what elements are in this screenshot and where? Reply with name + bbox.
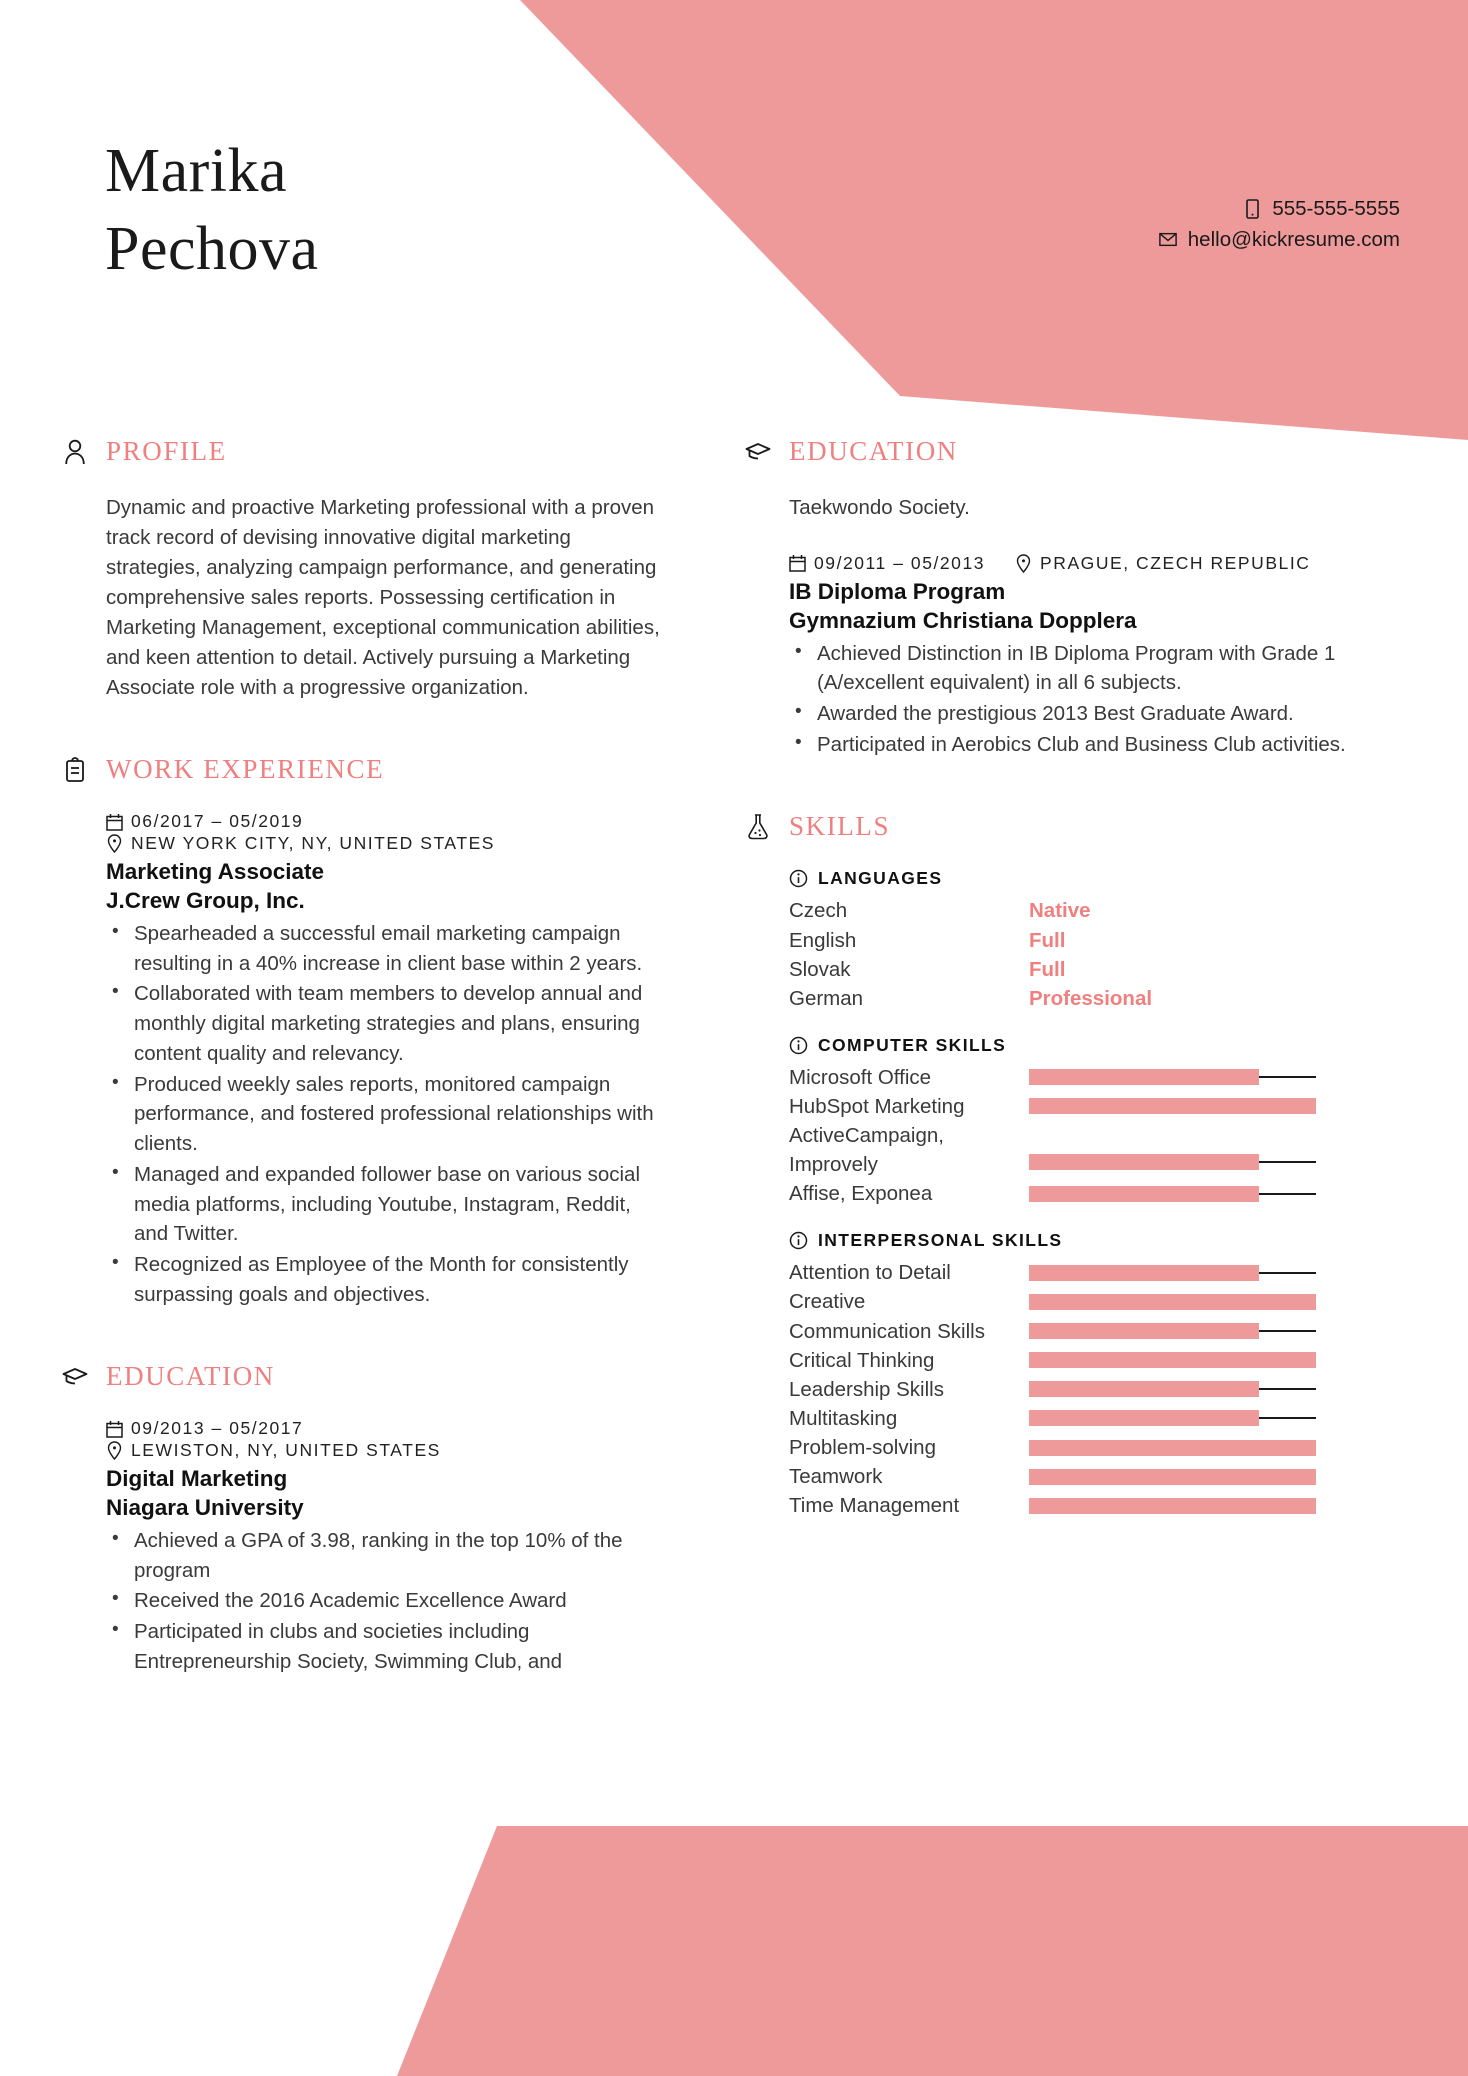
phone-icon xyxy=(1243,199,1261,219)
skill-bar-fill xyxy=(1029,1469,1316,1485)
education-dates: 09/2013 – 05/2017 xyxy=(131,1418,304,1439)
resume-header xyxy=(0,0,1468,440)
skill-bar xyxy=(1029,1289,1316,1315)
skill-bar-fill xyxy=(1029,1410,1259,1426)
education-bullet-list xyxy=(106,1526,662,1677)
work-bullet-list xyxy=(106,919,662,1309)
skill-bar xyxy=(1029,1405,1316,1431)
work-experience-heading xyxy=(62,754,662,785)
list-item: • Managed and expanded follower base on various social media platforms, including Youtube, Instagram, Reddit, and Twitter. xyxy=(106,1160,662,1249)
computer-skills-label: COMPUTER SKILLS xyxy=(818,1034,1007,1055)
candidate-name xyxy=(105,132,319,288)
list-item xyxy=(789,926,1385,955)
language-name: English xyxy=(789,928,857,952)
info-icon xyxy=(789,869,808,888)
work-location-row xyxy=(106,833,662,854)
skills-section xyxy=(745,811,1385,1520)
work-dates-row xyxy=(106,811,662,832)
list-item xyxy=(789,984,1385,1013)
skill-bar xyxy=(1029,1376,1316,1402)
graduation-cap-icon xyxy=(62,1364,88,1390)
skill-name: Teamwork xyxy=(789,1465,883,1489)
language-level: Full xyxy=(1029,928,1066,952)
list-item: • Participated in clubs and societies including Entrepreneurship Society, Swimming Club, and xyxy=(106,1617,662,1676)
contact-email-row xyxy=(1159,224,1400,255)
spacer xyxy=(745,763,1385,811)
language-name: German xyxy=(789,986,864,1010)
skills-group-interpersonal xyxy=(789,1230,1385,1520)
skill-bar-fill xyxy=(1029,1069,1259,1085)
list-item xyxy=(789,1063,1385,1092)
skill-bar-fill xyxy=(1029,1498,1316,1514)
work-experience-section xyxy=(62,754,662,1309)
education-dates: 09/2011 – 05/2013 xyxy=(814,552,986,573)
left-column xyxy=(62,436,662,1681)
skill-name: Leadership Skills xyxy=(789,1377,944,1401)
first-name: Marika xyxy=(105,137,288,205)
info-icon xyxy=(789,1036,808,1055)
list-item xyxy=(789,1346,1385,1375)
skill-name: Problem-solving xyxy=(789,1436,936,1460)
skill-name: Affise, Exponea xyxy=(789,1182,933,1206)
list-item: • Recognized as Employee of the Month for consistently surpassing goals and objectives. xyxy=(106,1250,662,1309)
list-item xyxy=(789,1462,1385,1491)
list-item xyxy=(789,1433,1385,1462)
education-location-row xyxy=(106,1440,662,1461)
list-item xyxy=(789,1287,1385,1316)
education-body-left xyxy=(62,1418,662,1676)
skill-bar-fill xyxy=(1029,1265,1259,1281)
work-experience-body xyxy=(62,811,662,1309)
skill-bar-fill xyxy=(1029,1440,1316,1456)
list-item: • Achieved a GPA of 3.98, ranking in the top 10% of the program xyxy=(106,1526,662,1585)
skill-name: Attention to Detail xyxy=(789,1261,951,1285)
list-item xyxy=(789,1491,1385,1520)
list-item: • Collaborated with team members to develop annual and monthly digital marketing strategies and plans, ensuring content quality and relevancy. xyxy=(106,979,662,1068)
education-body-right xyxy=(745,493,1385,759)
skills-group-computer xyxy=(789,1035,1385,1209)
education-heading-left xyxy=(62,1361,662,1392)
list-item xyxy=(789,1121,1385,1179)
list-item xyxy=(789,955,1385,984)
interpersonal-skills-subheading xyxy=(789,1230,1385,1251)
skill-bar xyxy=(1029,1260,1316,1286)
education-entry xyxy=(106,1418,662,1676)
profile-text: Dynamic and proactive Marketing professional with a proven track record of devising innovative digital marketing strategies, analyzing campaign performance, and generating comprehensive sales reports. Possessing certification in Marketing Management, exceptional communication abilities, and keen attention to detail. Actively pursuing a Marketing Associate role with a progressive organization. xyxy=(106,496,660,699)
spacer xyxy=(789,1208,1385,1230)
calendar-icon xyxy=(106,813,123,831)
spacer xyxy=(62,706,662,754)
languages-subheading xyxy=(789,868,1385,889)
education-title-left: EDUCATION xyxy=(106,1361,275,1392)
work-location: NEW YORK CITY, NY, UNITED STATES xyxy=(131,833,496,854)
skills-group-languages xyxy=(789,868,1385,1012)
education-dates-row xyxy=(106,1418,662,1439)
person-icon xyxy=(62,439,88,465)
spacer xyxy=(789,523,1385,553)
email-address[interactable]: hello@kickresume.com xyxy=(1187,228,1400,252)
work-company: J.Crew Group, Inc. xyxy=(106,888,305,914)
list-item xyxy=(789,1092,1385,1121)
list-item xyxy=(789,896,1385,925)
info-icon xyxy=(789,1231,808,1250)
skill-bar xyxy=(1029,1493,1316,1519)
language-level: Professional xyxy=(1029,986,1153,1010)
list-item xyxy=(789,1258,1385,1287)
graduation-cap-icon xyxy=(745,439,771,465)
location-pin-icon xyxy=(106,1441,123,1460)
education-heading-right xyxy=(745,436,1385,467)
education-location: PRAGUE, CZECH REPUBLIC xyxy=(1040,552,1311,573)
list-item: • Awarded the prestigious 2013 Best Graduate Award. xyxy=(789,699,1385,729)
skill-bar-fill xyxy=(1029,1186,1259,1202)
phone-number[interactable]: 555-555-5555 xyxy=(1272,197,1400,220)
language-level: Native xyxy=(1029,899,1091,923)
skill-bar xyxy=(1029,1347,1316,1373)
education-school: Niagara University xyxy=(106,1495,304,1521)
work-position: Marketing Associate xyxy=(106,859,324,885)
education-continuation-text: Taekwondo Society. xyxy=(789,496,970,519)
skill-bar-fill xyxy=(1029,1098,1316,1114)
envelope-icon xyxy=(1159,232,1177,247)
skills-title: SKILLS xyxy=(789,811,891,842)
language-name: Czech xyxy=(789,899,848,923)
contact-phone-row xyxy=(1159,193,1400,224)
skills-heading xyxy=(745,811,1385,842)
skill-name: ActiveCampaign, Improvely xyxy=(789,1124,944,1177)
skill-bar xyxy=(1029,1318,1316,1344)
list-item xyxy=(789,1375,1385,1404)
profile-heading xyxy=(62,436,662,467)
list-item xyxy=(789,1404,1385,1433)
skill-bar xyxy=(1029,1181,1316,1207)
calendar-icon xyxy=(789,554,806,572)
language-name: Slovak xyxy=(789,957,851,981)
profile-section xyxy=(62,436,662,702)
list-item xyxy=(789,1179,1385,1208)
calendar-icon xyxy=(106,1420,123,1438)
skill-name: Time Management xyxy=(789,1494,960,1518)
list-item xyxy=(789,1317,1385,1346)
skill-bar-fill xyxy=(1029,1323,1259,1339)
education-section-left xyxy=(62,1361,662,1676)
location-pin-icon xyxy=(1015,554,1032,573)
flask-icon xyxy=(745,814,771,840)
list-item: • Participated in Aerobics Club and Business Club activities. xyxy=(789,730,1385,760)
skill-bar xyxy=(1029,1149,1316,1175)
skill-bar-fill xyxy=(1029,1381,1259,1397)
education-school: Gymnazium Christiana Dopplera xyxy=(789,607,1137,633)
list-item: • Received the 2016 Academic Excellence Award xyxy=(106,1586,662,1616)
skill-bar xyxy=(1029,1435,1316,1461)
skill-name: HubSpot Marketing xyxy=(789,1094,965,1118)
education-bullet-list xyxy=(789,639,1385,760)
spacer xyxy=(62,1313,662,1361)
contact-info xyxy=(1159,193,1400,255)
education-meta-row xyxy=(789,553,1385,574)
right-column xyxy=(745,436,1385,1524)
skill-bar-fill xyxy=(1029,1294,1316,1310)
skill-bar-fill xyxy=(1029,1154,1259,1170)
interpersonal-skills-label: INTERPERSONAL SKILLS xyxy=(818,1230,1063,1251)
list-item: • Achieved Distinction in IB Diploma Program with Grade 1 (A/excellent equivalent) in all 6 subjects. xyxy=(789,639,1385,698)
education-section-right xyxy=(745,436,1385,759)
skill-name: Communication Skills xyxy=(789,1319,985,1343)
briefcase-icon xyxy=(62,757,88,783)
spacer xyxy=(789,1013,1385,1035)
work-entry xyxy=(106,811,662,1309)
education-entry xyxy=(789,553,1385,759)
skills-body xyxy=(745,868,1385,1520)
education-program: Digital Marketing xyxy=(106,1466,288,1492)
location-pin-icon xyxy=(106,834,123,853)
last-name: Pechova xyxy=(105,215,319,284)
skill-bar xyxy=(1029,1464,1316,1490)
language-level: Full xyxy=(1029,957,1066,981)
languages-label: LANGUAGES xyxy=(818,868,943,889)
profile-body xyxy=(62,493,662,702)
list-item: • Spearheaded a successful email marketing campaign resulting in a 40% increase in client base within 2 years. xyxy=(106,919,662,978)
education-title-right: EDUCATION xyxy=(789,436,958,466)
skill-bar xyxy=(1029,1064,1316,1090)
skill-bar xyxy=(1029,1093,1316,1119)
skill-name: Microsoft Office xyxy=(789,1065,932,1089)
skill-name: Multitasking xyxy=(789,1406,898,1430)
skill-name: Critical Thinking xyxy=(789,1348,935,1372)
education-program: IB Diploma Program xyxy=(789,578,1006,604)
education-location: LEWISTON, NY, UNITED STATES xyxy=(131,1440,441,1461)
work-experience-title: WORK EXPERIENCE xyxy=(106,754,385,785)
work-dates: 06/2017 – 05/2019 xyxy=(131,811,304,832)
skill-name: Creative xyxy=(789,1290,866,1314)
computer-skills-subheading xyxy=(789,1035,1385,1056)
skill-bar-fill xyxy=(1029,1352,1316,1368)
profile-title: PROFILE xyxy=(106,436,227,466)
list-item: • Produced weekly sales reports, monitored campaign performance, and fostered professional relationships with clients. xyxy=(106,1070,662,1159)
